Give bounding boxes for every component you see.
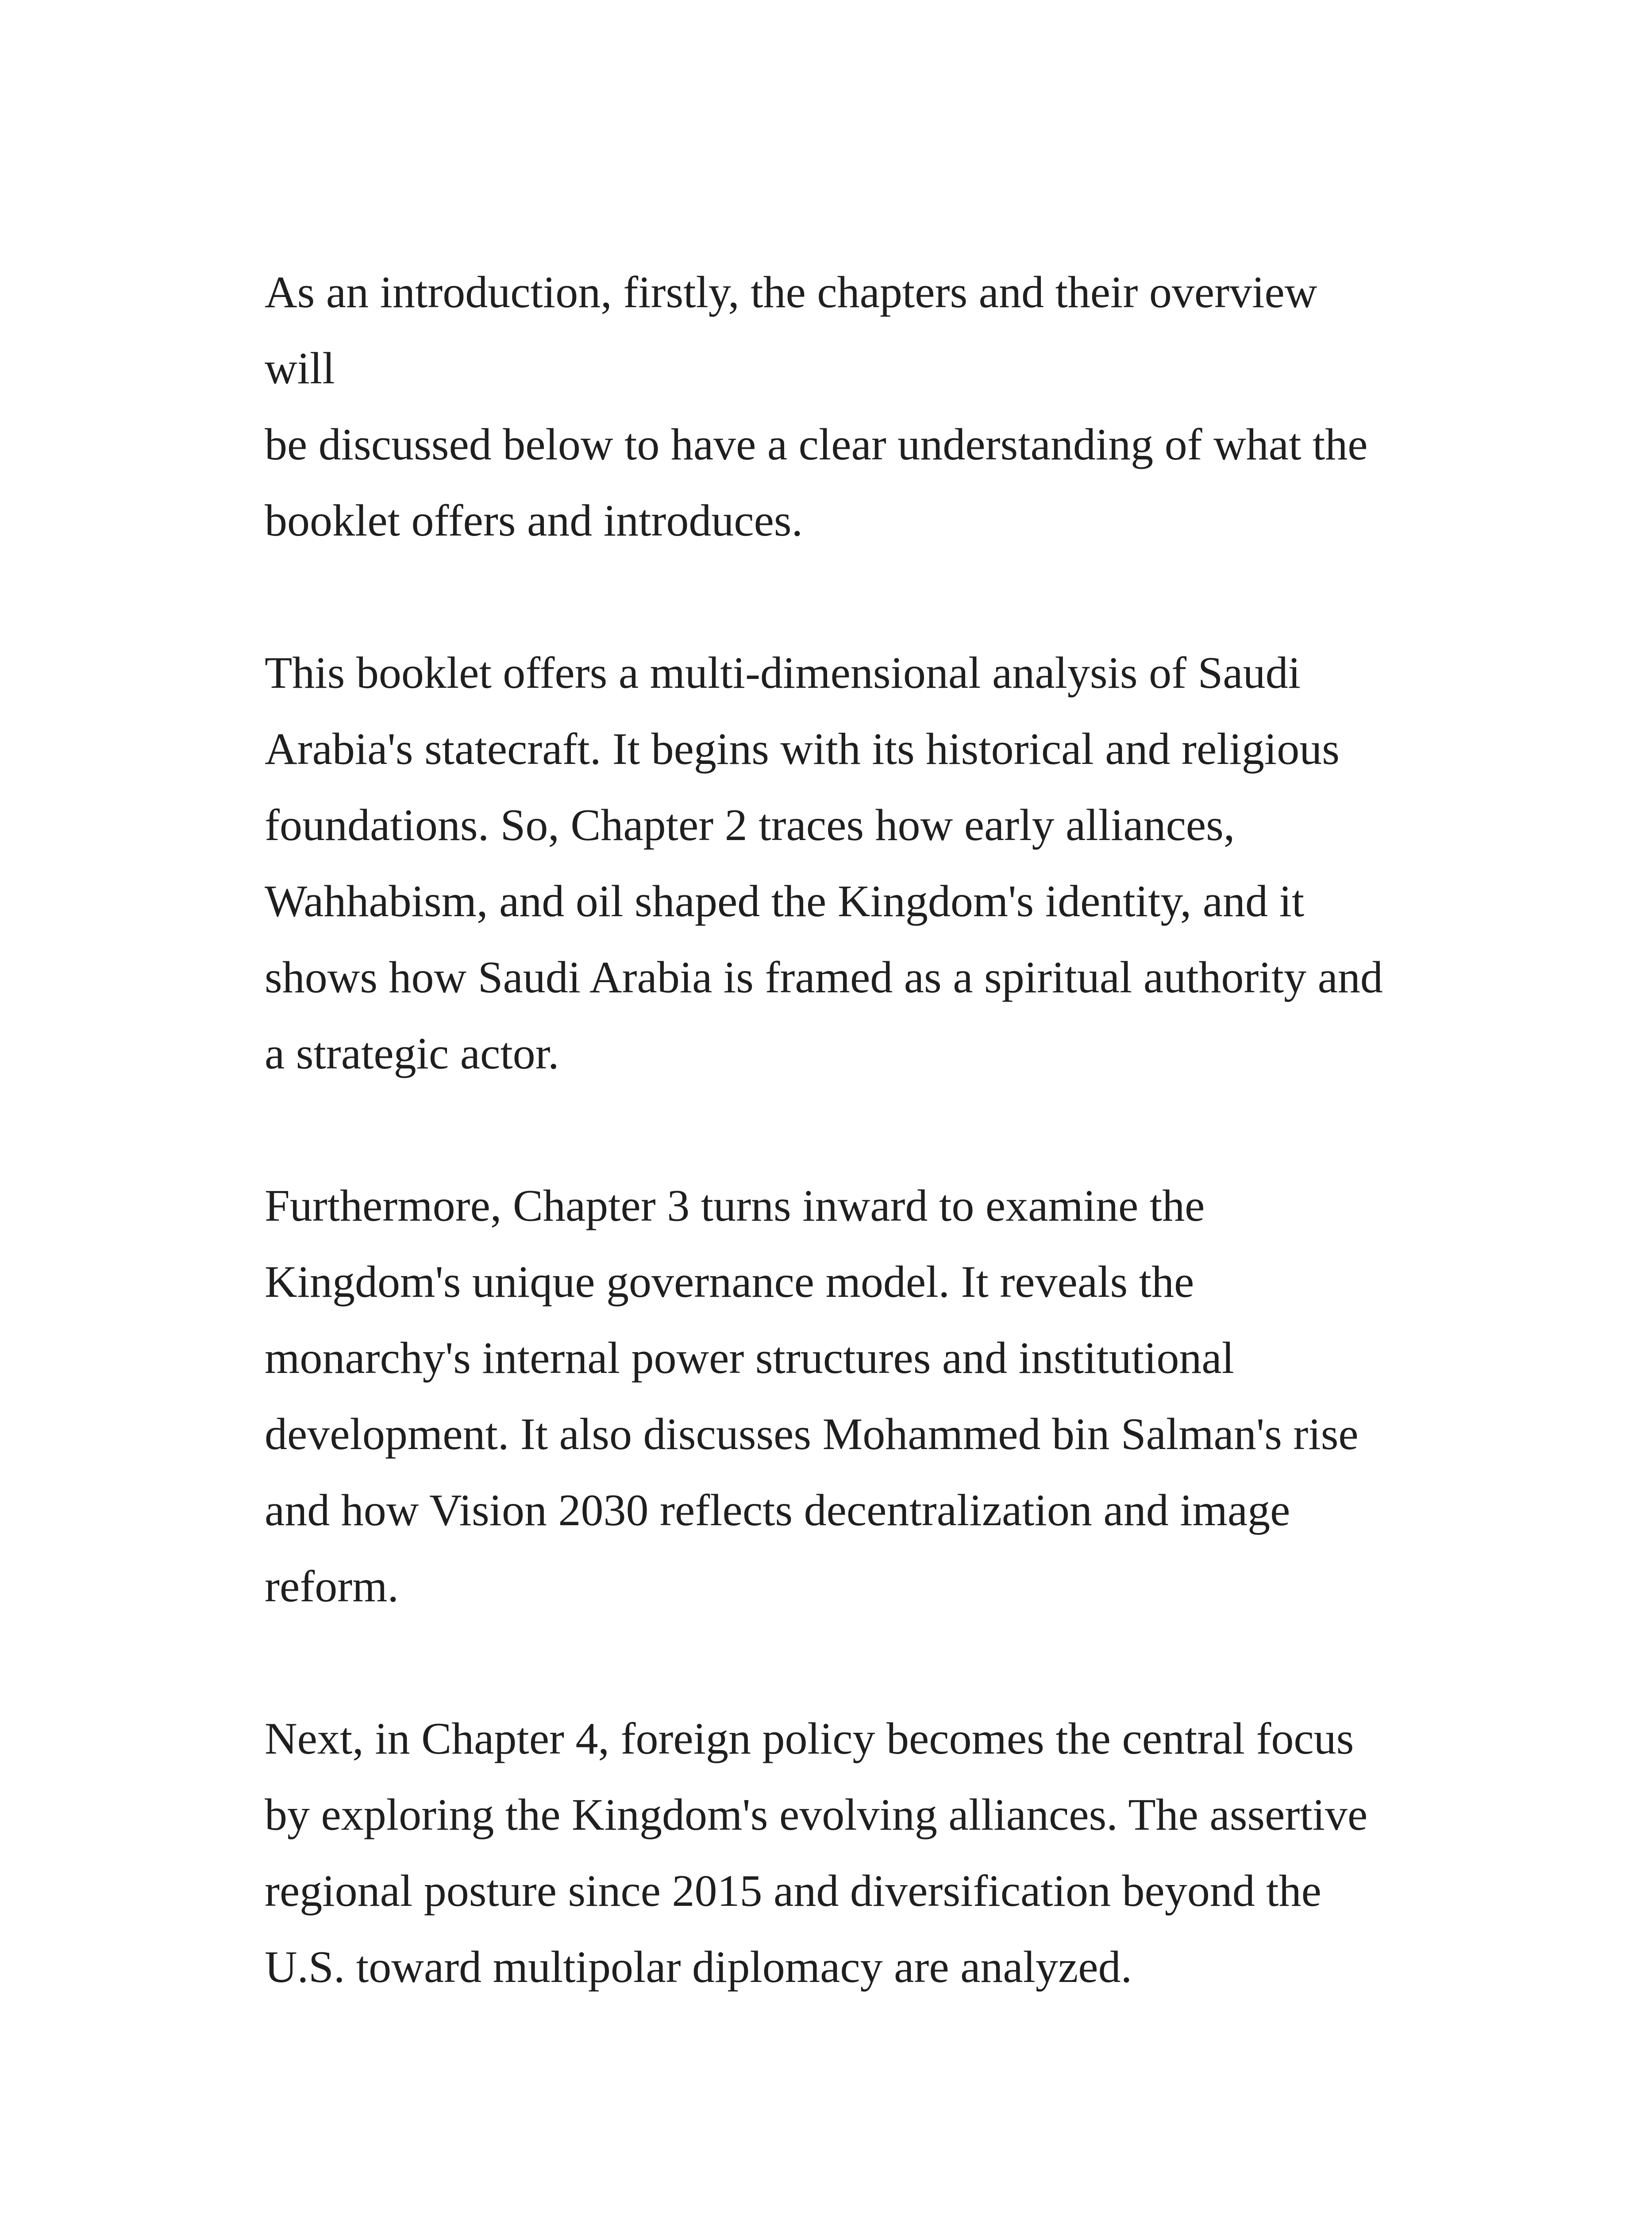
paragraph-chapter-4: Next, in Chapter 4, foreign policy becomes the central focus by exploring the Kingdom's evolving alliances. The assertive regional posture since 2015 and diversification beyond the U.S. toward multipolar diplomacy are analyzed. [265, 1714, 1368, 1992]
paragraph-chapter-3: Furthermore, Chapter 3 turns inward to examine the Kingdom's unique governance model. It reveals the monarchy's internal power structures and institutional development. It also discusses Mohammed bin Salman's rise and how Vision 2030 reflects decentralization and image reform. [265, 1181, 1359, 1612]
paragraph-introduction: As an introduction, firstly, the chapters and their overview will be discussed below to have a clear understanding of what the booklet offers and introduces. [265, 267, 1368, 546]
paragraph-booklet-overview: This booklet offers a multi-dimensional analysis of Saudi Arabia's statecraft. It begins with its historical and religious foundations. So, Chapter 2 traces how early alliances, Wahhabism, and oil shaped the Kingdom's identity, and it shows how Saudi Arabia is framed as a spiritual authority and a strategic actor. [265, 648, 1383, 1079]
body-text [265, 254, 1398, 2082]
